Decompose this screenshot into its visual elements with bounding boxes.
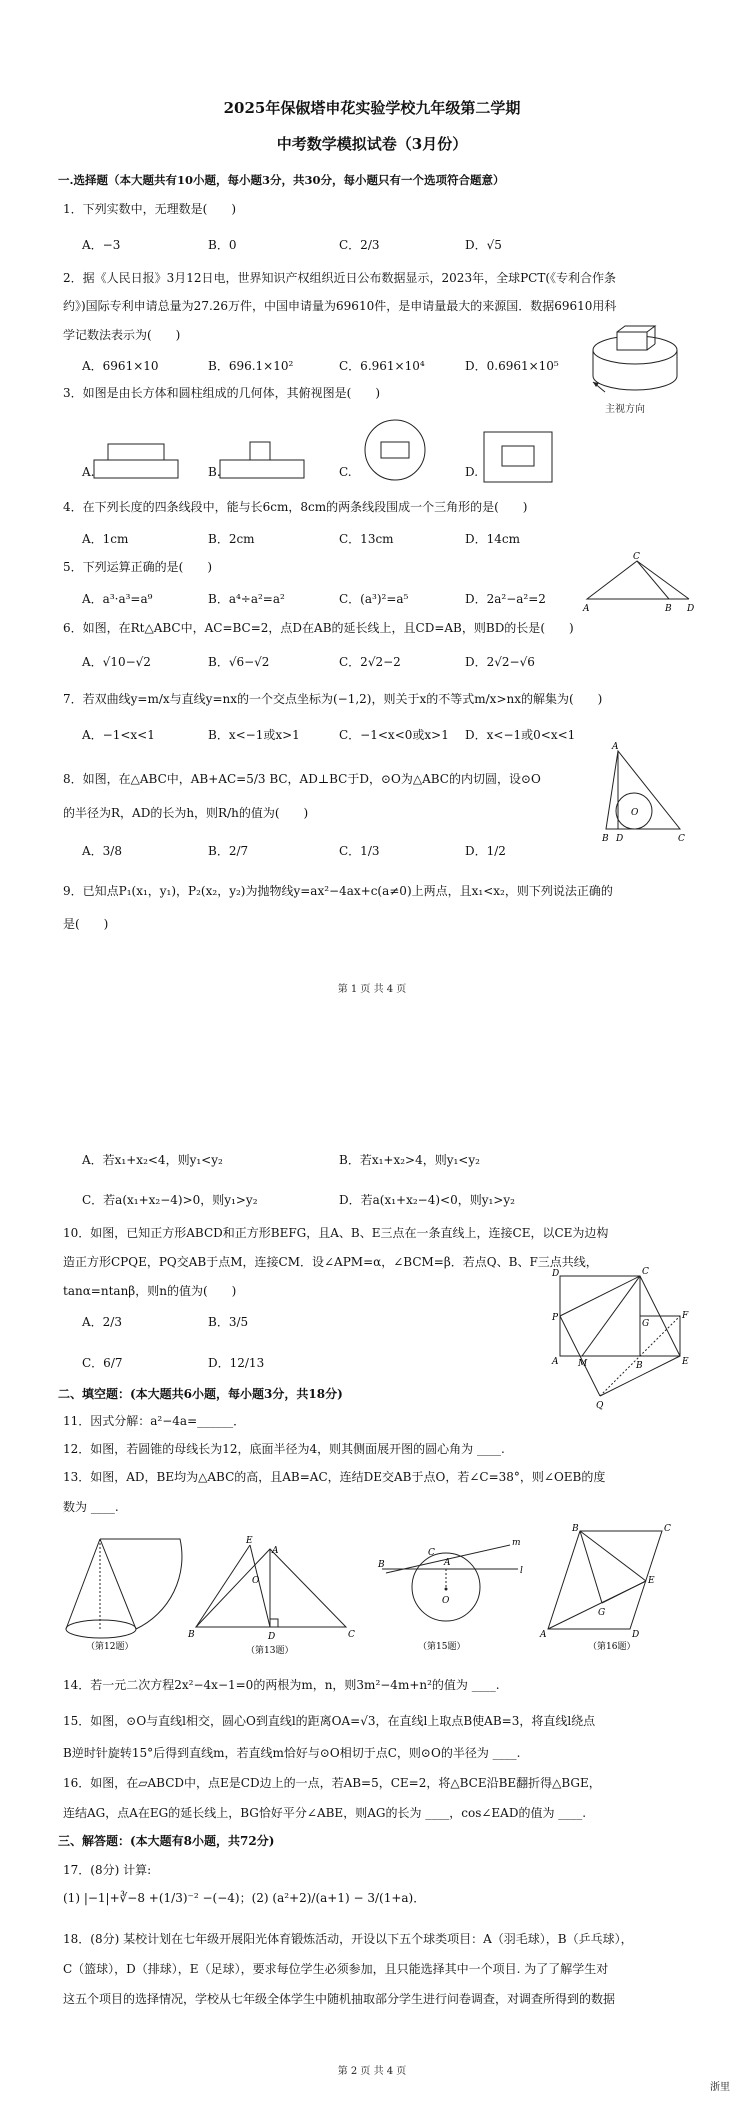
q12-cone-figure bbox=[60, 1521, 180, 1651]
svg-text:C: C bbox=[678, 834, 685, 844]
q8-option-a: A．3/8 bbox=[82, 844, 122, 858]
q12-text: 12．如图，若圆锥的母线长为12，底面半径为4，则其侧面展开图的圆心角为 ____. bbox=[63, 1442, 505, 1456]
q2-line3: 学记数法表示为( ) bbox=[63, 328, 181, 342]
svg-text:O: O bbox=[631, 808, 639, 818]
page1-footer: 第 1 页 共 4 页 bbox=[337, 984, 407, 995]
q2-line1: 2．据《人民日报》3月12日电，世界知识产权组织近日公布数据显示，2023年，全球PCT(《专利合作条 bbox=[63, 271, 617, 285]
q3-option-b-figure bbox=[220, 440, 305, 480]
q17-body: (1) |−1|+∛−8 +(1/3)⁻² −(−4)；(2) (a²+2)/(a+1) − 3/(1+a)． bbox=[63, 1891, 426, 1905]
q3-option-d-figure bbox=[484, 430, 554, 484]
page2-footer: 第 2 页 共 4 页 bbox=[337, 2066, 407, 2077]
svg-text:C: C bbox=[348, 1630, 355, 1640]
svg-text:G: G bbox=[598, 1608, 606, 1618]
q2-option-b: B．696.1×10² bbox=[208, 359, 294, 373]
q9-line2: 是( ) bbox=[63, 917, 109, 931]
q6-option-c: C．2√2−2 bbox=[339, 655, 401, 669]
svg-text:B: B bbox=[665, 604, 672, 614]
svg-text:A: A bbox=[583, 604, 590, 614]
svg-text:D: D bbox=[687, 604, 695, 614]
svg-text:P: P bbox=[552, 1313, 559, 1323]
q3-option-b: B. bbox=[208, 465, 221, 479]
q16-caption: （第16题） bbox=[588, 1642, 636, 1652]
q9-option-c: C．若a(x₁+x₂−4)>0，则y₁>y₂ bbox=[82, 1193, 258, 1207]
q18-line3: 这五个项目的选择情况，学校从七年级全体学生中随机抽取部分学生进行问卷调查，对调查所得到的数据 bbox=[63, 1992, 616, 2006]
svg-text:O: O bbox=[252, 1576, 260, 1586]
q3-option-d: D. bbox=[465, 465, 479, 479]
svg-text:A: A bbox=[552, 1357, 559, 1367]
svg-text:D: D bbox=[268, 1632, 276, 1642]
q16-line2: 连结AG，点A在EG的延长线上，BG恰好平分∠ABE，则AG的长为 ____，cos∠EAD的值为 ____. bbox=[63, 1806, 587, 1820]
q5-option-c: C．(a³)²=a⁵ bbox=[339, 592, 409, 606]
q4-option-a: A．1cm bbox=[82, 532, 129, 546]
q16-line1: 16．如图，在▱ABCD中，点E是CD边上的一点，若AB=5，CE=2，将△BCE沿BE翻折得△BGE， bbox=[63, 1776, 601, 1790]
q6-option-d: D．2√2−√6 bbox=[465, 655, 535, 669]
q1-option-d: D．√5 bbox=[465, 238, 502, 252]
svg-text:B: B bbox=[188, 1630, 195, 1640]
q1-option-b: B．0 bbox=[208, 238, 237, 252]
q1-option-c: C．2/3 bbox=[339, 238, 380, 252]
q2-option-a: A．6961×10 bbox=[82, 359, 159, 373]
q11-text: 11．因式分解：a²−4a=______． bbox=[63, 1414, 246, 1428]
q10-line2: 造正方形CPQE，PQ交AB于点M，连接CM．设∠APM=α，∠BCM=β．若点Q、B、F三点共线， bbox=[63, 1255, 598, 1269]
q7-option-a: A．−1<x<1 bbox=[82, 728, 155, 742]
svg-text:A: A bbox=[612, 742, 619, 752]
q4-option-c: C．13cm bbox=[339, 532, 394, 546]
svg-text:A: A bbox=[540, 1630, 547, 1640]
svg-text:A: A bbox=[444, 1558, 451, 1568]
q9-option-a: A．若x₁+x₂<4，则y₁<y₂ bbox=[82, 1153, 223, 1167]
q7-option-d: D．x<−1或0<x<1 bbox=[465, 728, 576, 742]
q4-option-b: B．2cm bbox=[208, 532, 255, 546]
svg-text:B: B bbox=[636, 1361, 643, 1371]
q6-option-a: A．√10−√2 bbox=[82, 655, 151, 669]
q10-option-c: C．6/7 bbox=[82, 1356, 123, 1370]
svg-text:C: C bbox=[642, 1267, 649, 1277]
q8-option-b: B．2/7 bbox=[208, 844, 249, 858]
q4-option-d: D．14cm bbox=[465, 532, 520, 546]
q18-line1: 18．(8分) 某校计划在七年级开展阳光体育锻炼活动，开设以下五个球类项目：A（羽毛球），B（乒乓球）， bbox=[63, 1932, 633, 1946]
q3-option-a-figure bbox=[94, 440, 179, 480]
exam-title-line2: 中考数学模拟试卷（3月份） bbox=[276, 135, 468, 153]
q13-line2: 数为 ____. bbox=[63, 1500, 119, 1514]
q10-option-a: A．2/3 bbox=[82, 1315, 122, 1329]
q2-line2: 约》)国际专利申请总量为27.26万件，中国申请量为69610件，是申请量最大的来源国．数据69610用科 bbox=[63, 299, 617, 313]
q1-stem: 1．下列实数中，无理数是( ) bbox=[63, 202, 236, 216]
q2-option-d: D．0.6961×10⁵ bbox=[465, 359, 559, 373]
q5-stem: 5．下列运算正确的是( ) bbox=[63, 560, 212, 574]
q16-parallelogram-figure bbox=[540, 1521, 670, 1651]
q10-option-b: B．3/5 bbox=[208, 1315, 249, 1329]
section1-header: 一.选择题（本大题共有10小题，每小题3分，共30分，每小题只有一个选项符合题意） bbox=[58, 173, 505, 187]
q3-option-a: A. bbox=[82, 465, 95, 479]
svg-text:B: B bbox=[602, 834, 609, 844]
q15-line1: 15．如图，⊙O与直线l相交，圆心O到直线l的距离OA=√3，在直线l上取点B使AB=3，将直线l绕点 bbox=[63, 1714, 596, 1728]
svg-text:G: G bbox=[642, 1319, 650, 1329]
q18-line2: C（篮球），D（排球），E（足球），要求每位学生必须参加，且只能选择其中一个项目. 为了了解学生对 bbox=[63, 1962, 609, 1976]
q9-option-d: D．若a(x₁+x₂−4)<0，则y₁>y₂ bbox=[339, 1193, 515, 1207]
q3-solid-figure bbox=[585, 320, 685, 420]
q8-line2: 的半径为R，AD的长为h，则R/h的值为( ) bbox=[63, 806, 309, 820]
q10-line3: tanα=ntanβ，则n的值为( ) bbox=[63, 1284, 237, 1298]
svg-text:m: m bbox=[512, 1538, 521, 1548]
svg-text:C: C bbox=[428, 1548, 435, 1558]
q15-caption: （第15题） bbox=[418, 1642, 466, 1652]
q5-option-a: A．a³·a³=a⁹ bbox=[82, 592, 153, 606]
exam-title-line1: 2025年保俶塔申花实验学校九年级第二学期 bbox=[223, 99, 521, 117]
q3-option-c: C. bbox=[339, 465, 352, 479]
q6-option-b: B．√6−√2 bbox=[208, 655, 270, 669]
q8-option-c: C．1/3 bbox=[339, 844, 380, 858]
q2-option-c: C．6.961×10⁴ bbox=[339, 359, 425, 373]
q1-option-a: A．−3 bbox=[82, 238, 121, 252]
q3-stem: 3．如图是由长方体和圆柱组成的几何体，其俯视图是( ) bbox=[63, 386, 381, 400]
svg-text:l: l bbox=[520, 1566, 523, 1576]
svg-text:E: E bbox=[246, 1536, 253, 1546]
q9-option-b: B．若x₁+x₂>4，则y₁<y₂ bbox=[339, 1153, 480, 1167]
svg-text:F: F bbox=[682, 1311, 689, 1321]
q10-squares-figure bbox=[552, 1267, 692, 1411]
q8-option-d: D．1/2 bbox=[465, 844, 506, 858]
q7-option-c: C．−1<x<0或x>1 bbox=[339, 728, 449, 742]
q13-line1: 13．如图，AD，BE均为△ABC的高，且AB=AC，连结DE交AB于点O，若∠C=38°，则∠OEB的度 bbox=[63, 1470, 606, 1484]
svg-text:M: M bbox=[578, 1359, 588, 1369]
q15-line2: B逆时针旋转15°后得到直线m，若直线m恰好与⊙O相切于点C，则⊙O的半径为 ____. bbox=[63, 1746, 521, 1760]
q6-stem: 6．如图，在Rt△ABC中，AC=BC=2，点D在AB的延长线上，且CD=AB，则BD的长是( ) bbox=[63, 621, 574, 635]
q8-incircle-figure bbox=[602, 742, 692, 845]
svg-text:B: B bbox=[572, 1524, 579, 1534]
q10-option-d: D．12/13 bbox=[208, 1356, 265, 1370]
q4-stem: 4．在下列长度的四条线段中，能与长6cm，8cm的两条线段围成一个三角形的是( ) bbox=[63, 500, 528, 514]
corner-watermark: 浙里 bbox=[710, 2082, 730, 2093]
q3-view-direction-label: 主视方向 bbox=[605, 404, 645, 415]
q5-option-b: B．a⁴÷a²=a² bbox=[208, 592, 285, 606]
svg-text:E: E bbox=[648, 1576, 655, 1586]
svg-text:O: O bbox=[442, 1596, 450, 1606]
q8-line1: 8．如图，在△ABC中，AB+AC=5/3 BC，AD⊥BC于D，⊙O为△ABC的内切圆，设⊙O bbox=[63, 772, 541, 786]
q17-stem: 17．(8分) 计算: bbox=[63, 1863, 152, 1877]
q13-caption: （第13题） bbox=[246, 1646, 294, 1656]
q7-option-b: B．x<−1或x>1 bbox=[208, 728, 300, 742]
q3-option-c-figure bbox=[360, 418, 430, 482]
svg-text:A: A bbox=[272, 1546, 279, 1556]
section2-header: 二、填空题：(本大题共6小题，每小题3分，共18分) bbox=[58, 1387, 343, 1401]
svg-text:D: D bbox=[616, 834, 624, 844]
svg-text:C: C bbox=[664, 1524, 671, 1534]
q6-triangle-figure bbox=[583, 553, 703, 613]
q9-line1: 9．已知点P₁(x₁，y₁)，P₂(x₂，y₂)为抛物线y=ax²−4ax+c(a≠0)上两点，且x₁<x₂，则下列说法正确的 bbox=[63, 884, 613, 898]
q15-circle-figure bbox=[378, 1538, 528, 1652]
svg-text:D: D bbox=[632, 1630, 640, 1640]
q5-option-d: D．2a²−a²=2 bbox=[465, 592, 546, 606]
q7-stem: 7．若双曲线y=m/x与直线y=nx的一个交点坐标为(−1,2)，则关于x的不等式m/x>nx的解集为( ) bbox=[63, 692, 603, 706]
svg-text:Q: Q bbox=[596, 1401, 604, 1411]
svg-text:D: D bbox=[552, 1269, 560, 1279]
q10-line1: 10．如图，已知正方形ABCD和正方形BEFG，且A、B、E三点在一条直线上，连接CE，以CE为边构 bbox=[63, 1226, 609, 1240]
q12-caption: （第12题） bbox=[86, 1642, 134, 1652]
svg-text:E: E bbox=[682, 1357, 689, 1367]
svg-text:B: B bbox=[378, 1560, 385, 1570]
svg-text:C: C bbox=[633, 552, 640, 562]
section3-header: 三、解答题：(本大题有8小题，共72分) bbox=[58, 1834, 275, 1848]
q14-text: 14．若一元二次方程2x²−4x−1=0的两根为m，n，则3m²−4m+n²的值为 ____. bbox=[63, 1678, 500, 1692]
q13-triangle-figure bbox=[188, 1536, 358, 1656]
